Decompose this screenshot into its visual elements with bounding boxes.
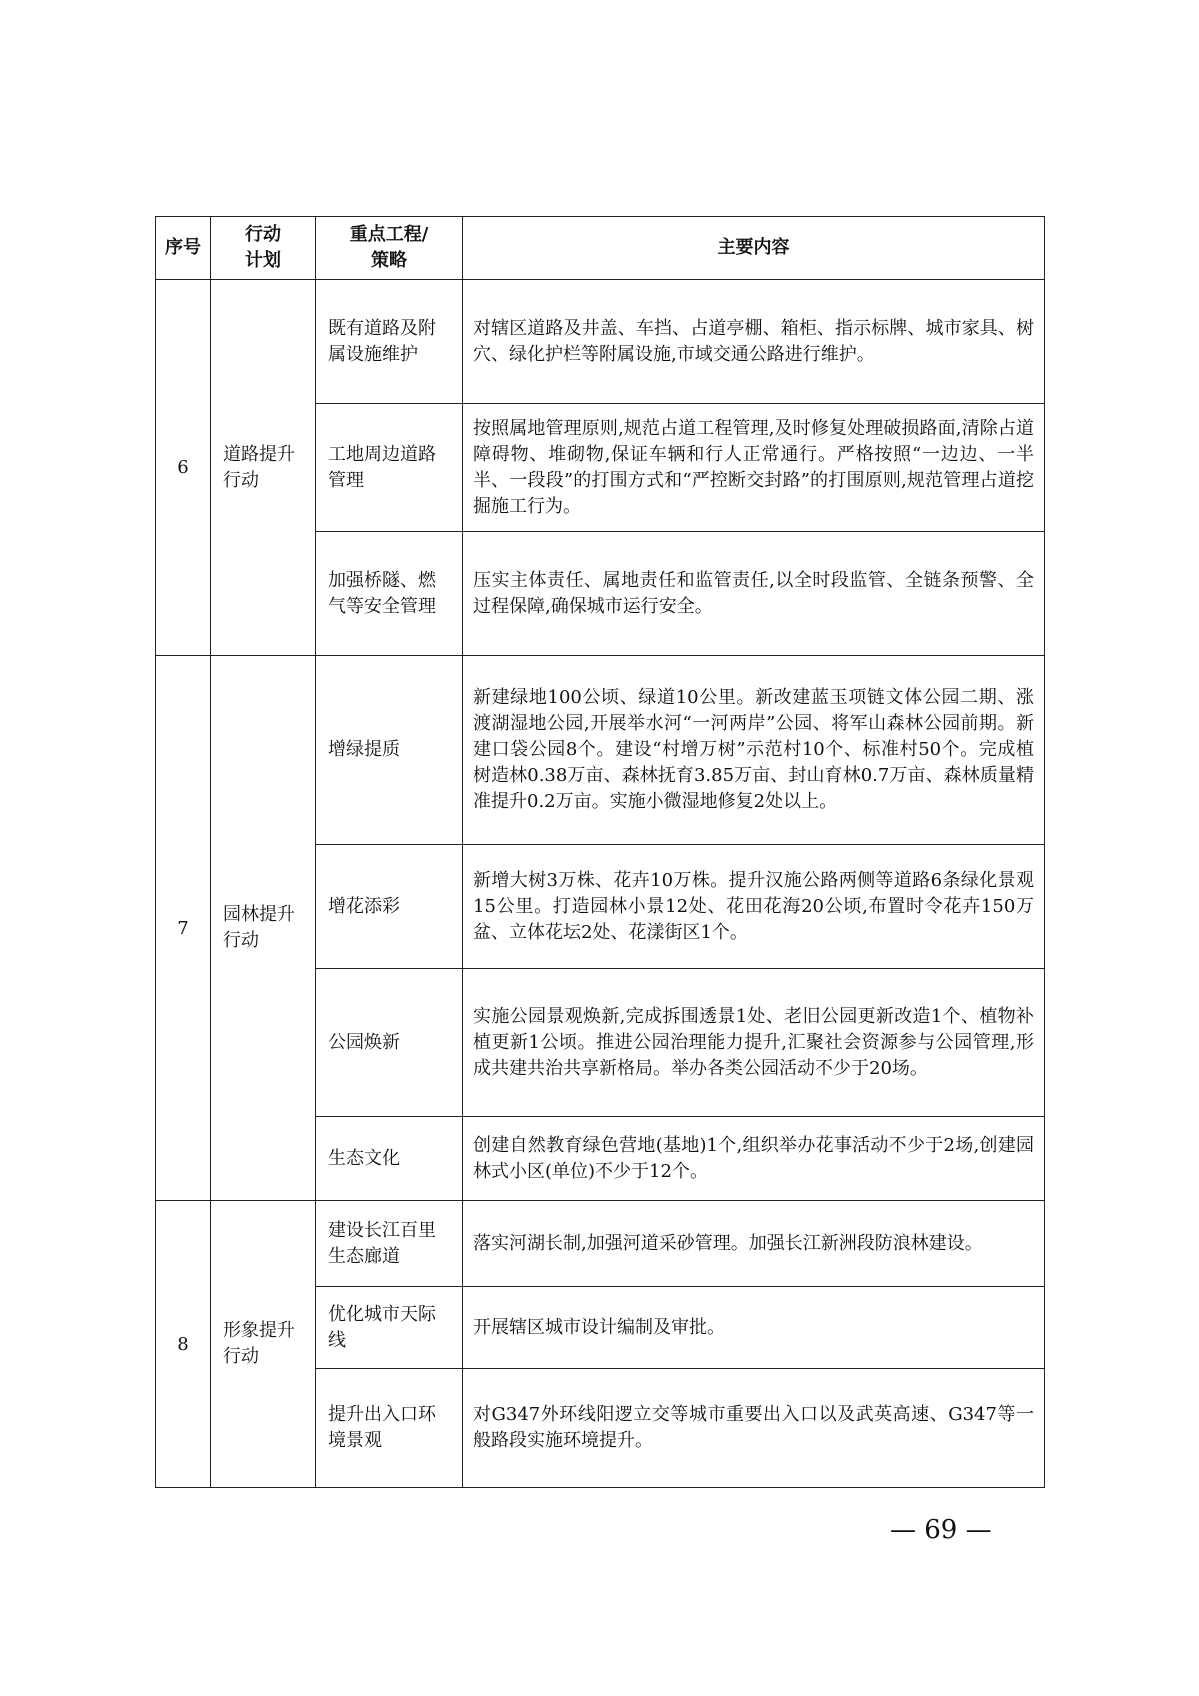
project-cell: 建设长江百里生态廊道: [316, 1201, 463, 1287]
plan-table: [155, 216, 1045, 1488]
header-content: 主要内容: [463, 217, 1045, 280]
content-cell: 对G347外环线阳逻立交等城市重要出入口以及武英高速、G347等一般路段实施环境提升。: [463, 1369, 1045, 1488]
table-header-row: [156, 217, 1045, 280]
seq-cell: 6: [156, 280, 211, 656]
seq-cell: 7: [156, 656, 211, 1201]
content-cell: 创建自然教育绿色营地(基地)1个,组织举办花事活动不少于2场,创建园林式小区(单位)不少于12个。: [463, 1117, 1045, 1201]
page-number: — 69 —: [890, 1515, 992, 1545]
project-cell: 生态文化: [316, 1117, 463, 1201]
header-plan: [211, 217, 316, 280]
project-cell: 增花添彩: [316, 845, 463, 969]
content-cell: 新增大树3万株、花卉10万株。提升汉施公路两侧等道路6条绿化景观15公里。打造园林小景12处、花田花海20公顷,布置时令花卉150万盆、立体花坛2处、花漾街区1个。: [463, 845, 1045, 969]
header-project-line1: 重点工程/: [349, 224, 429, 245]
project-cell: 既有道路及附属设施维护: [316, 280, 463, 404]
table-row: [156, 656, 1045, 845]
project-cell: 增绿提质: [316, 656, 463, 845]
plan-cell: 园林提升行动: [211, 656, 316, 1201]
table-row: [156, 280, 1045, 404]
project-cell: 公园焕新: [316, 969, 463, 1117]
seq-cell: 8: [156, 1201, 211, 1488]
header-project: [316, 217, 463, 280]
content-cell: 对辖区道路及井盖、车挡、占道亭棚、箱柜、指示标牌、城市家具、树穴、绿化护栏等附属设施,市域交通公路进行维护。: [463, 280, 1045, 404]
content-cell: 实施公园景观焕新,完成拆围透景1处、老旧公园更新改造1个、植物补植更新1公顷。推进公园治理能力提升,汇聚社会资源参与公园管理,形成共建共治共享新格局。举办各类公园活动不少于20场。: [463, 969, 1045, 1117]
header-project-line2: 策略: [371, 250, 407, 271]
content-cell: 新建绿地100公顷、绿道10公里。新改建蓝玉项链文体公园二期、涨渡湖湿地公园,开展举水河“一河两岸”公园、将军山森林公园前期。新建口袋公园8个。建设“村增万树”示范村10个、标准村50个。完成植树造林0.38万亩、森林抚育3.85万亩、封山育林0.7万亩、森林质量精准提升0.2万亩。实施小微湿地修复2处以上。: [463, 656, 1045, 845]
table-row: [156, 1201, 1045, 1287]
header-seq: 序号: [156, 217, 211, 280]
project-cell: 工地周边道路管理: [316, 404, 463, 532]
project-cell: 提升出入口环境景观: [316, 1369, 463, 1488]
plan-cell: 形象提升行动: [211, 1201, 316, 1488]
header-plan-line1: 行动: [245, 224, 281, 245]
content-cell: 开展辖区城市设计编制及审批。: [463, 1287, 1045, 1369]
header-plan-line2: 计划: [245, 250, 281, 271]
project-cell: 优化城市天际线: [316, 1287, 463, 1369]
plan-cell: 道路提升行动: [211, 280, 316, 656]
content-cell: 落实河湖长制,加强河道采砂管理。加强长江新洲段防浪林建设。: [463, 1201, 1045, 1287]
project-cell: 加强桥隧、燃气等安全管理: [316, 532, 463, 656]
content-cell: 压实主体责任、属地责任和监管责任,以全时段监管、全链条预警、全过程保障,确保城市运行安全。: [463, 532, 1045, 656]
content-cell: 按照属地管理原则,规范占道工程管理,及时修复处理破损路面,清除占道障碍物、堆砌物,保证车辆和行人正常通行。严格按照“一边边、一半半、一段段”的打围方式和“严控断交封路”的打围原则,规范管理占道挖掘施工行为。: [463, 404, 1045, 532]
